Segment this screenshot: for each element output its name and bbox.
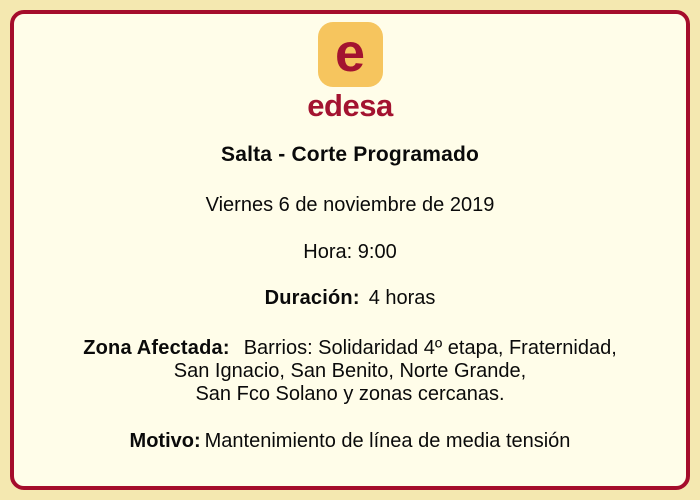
zone-line-2: San Ignacio, San Benito, Norte Grande,: [173, 360, 527, 383]
notice-card: [10, 10, 690, 490]
zone-label: Zona Afectada:: [83, 337, 230, 360]
zone-line-1-text: Barrios: Solidaridad 4º etapa, Fraternidad,: [243, 337, 617, 360]
duration-value: 4 horas: [368, 287, 436, 310]
notice-date: Viernes 6 de noviembre de 2019: [205, 194, 495, 217]
notice-duration: [14, 287, 686, 310]
edesa-logo-letter: e: [334, 22, 366, 83]
edesa-wordmark: edesa: [307, 88, 393, 123]
edesa-logo-icon: [318, 22, 383, 87]
zone-line-3: San Fco Solano y zonas cercanas.: [195, 383, 505, 406]
zone-line-1: [83, 337, 617, 359]
notice-reason: [14, 430, 686, 453]
duration-label: Duración:: [264, 287, 360, 310]
reason-value: Mantenimiento de línea de media tensión: [204, 430, 571, 453]
notice-title: Salta - Corte Programado: [220, 143, 480, 167]
notice-affected-zone: [14, 337, 686, 406]
notice-time: Hora: 9:00: [303, 241, 397, 264]
reason-label: Motivo:: [129, 430, 201, 453]
